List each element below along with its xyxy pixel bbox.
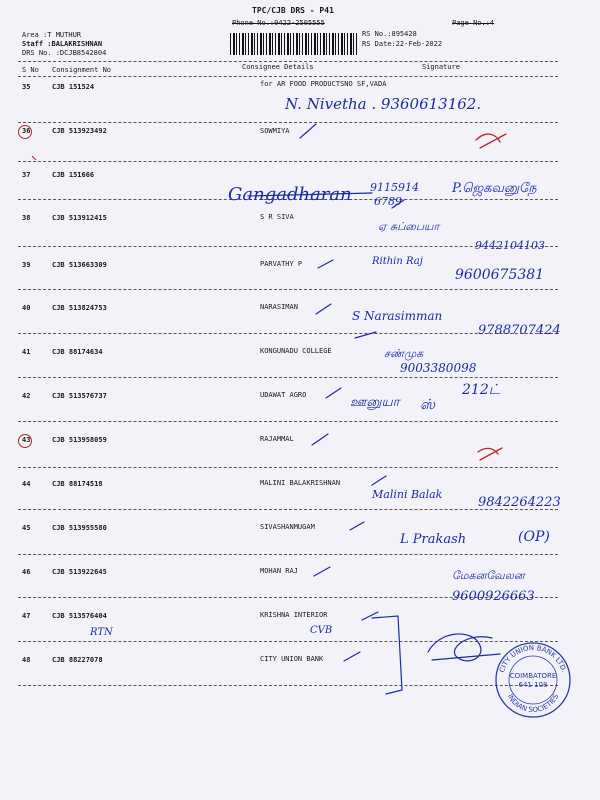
stamp-top-text: CITY UNION BANK LTD. xyxy=(498,643,568,674)
row-sno: 35 xyxy=(22,83,31,91)
handwritten-name-row-41: சண்முக xyxy=(384,347,424,360)
stamp-pin: 641 108 xyxy=(518,681,548,689)
row-sno: 44 xyxy=(22,480,31,488)
barcode xyxy=(230,33,357,55)
rs-date: RS Date:22-Feb-2022 xyxy=(362,40,443,48)
handwritten-phone-row-37: 9115914 xyxy=(370,181,419,194)
row-sno: 45 xyxy=(22,524,31,532)
row-consignment: CJB 513912415 xyxy=(52,214,107,222)
row-consignee: CITY UNION BANK xyxy=(260,655,324,663)
red-circle-mark xyxy=(18,125,32,139)
handwritten-name-row-46: மேகனவேலன xyxy=(452,569,525,582)
divider xyxy=(18,76,558,77)
row-consignment: CJB 513824753 xyxy=(52,304,107,312)
row-sno: 48 xyxy=(22,656,31,664)
row-consignment: CJB 513576737 xyxy=(52,392,107,400)
column-header-consignment: Consignment No xyxy=(52,66,112,74)
divider xyxy=(18,333,558,334)
handwritten-signature-row-35: N. Nivetha . 9360613162. xyxy=(285,95,482,113)
column-header-consignee: Consignee Details xyxy=(242,63,314,71)
handwritten-name-row-40: S Narasimman xyxy=(352,309,443,323)
row-sno: 43 xyxy=(22,436,31,444)
phone-number: Phone No.:0422-2505555 xyxy=(232,19,325,27)
row-consignee: RAJAMMAL xyxy=(260,435,294,443)
divider xyxy=(18,685,558,686)
tick-mark xyxy=(318,260,333,268)
row-sno: 40 xyxy=(22,304,31,312)
red-tick-mark xyxy=(32,156,36,160)
handwritten-phone-row-38: 9442104103 xyxy=(475,239,545,252)
drs-number: DRS No. :DCJB8542804 xyxy=(22,49,107,57)
row-consignment: CJB 513663309 xyxy=(52,261,107,269)
area-label: Area :T MUTHUR xyxy=(22,31,82,39)
row-consignee: for AR FOOD PRODUCTSNO SF,VADA xyxy=(260,80,387,88)
handwritten-signature-row-42: 212ட் xyxy=(462,382,500,398)
row-sno: 41 xyxy=(22,348,31,356)
divider xyxy=(18,289,558,290)
divider xyxy=(18,122,558,123)
row-consignment: CJB 513958059 xyxy=(52,436,107,444)
row-sno: 36 xyxy=(22,127,31,135)
handwritten-name-row-38: ஏ சுப்பையா xyxy=(378,220,440,233)
row-consignment: CJB 151524 xyxy=(52,83,95,91)
tick-mark xyxy=(344,652,360,661)
row-consignee: MOHAN RAJ xyxy=(260,567,298,575)
red-circle-mark xyxy=(18,434,32,448)
row-consignee: KRISHNA INTERIOR xyxy=(260,611,328,619)
divider xyxy=(18,161,558,162)
handwritten-signature-row-42: ஊனுயா xyxy=(350,395,400,410)
tick-mark xyxy=(326,388,341,398)
row-consignment: CJB 88174518 xyxy=(52,480,103,488)
handwritten-name-row-39: Rithin Raj xyxy=(372,256,423,267)
handwritten-phone-row-37: 6789 xyxy=(374,195,402,208)
divider xyxy=(18,61,558,62)
row-sno: 38 xyxy=(22,214,31,222)
divider xyxy=(18,509,558,510)
stamp-city: COIMBATORE xyxy=(509,672,557,680)
divider xyxy=(18,421,558,422)
rs-number: RS No.:895428 xyxy=(362,30,417,38)
handwritten-signature-row-42: ஸ் xyxy=(420,397,436,413)
tick-mark xyxy=(314,567,330,576)
divider xyxy=(18,641,558,642)
handwritten-mark-row-47: RTN xyxy=(90,627,113,638)
handwritten-name-row-44: Malini Balak xyxy=(372,488,443,501)
handwritten-phone-row-39: 9600675381 xyxy=(455,267,545,283)
bracket-stroke xyxy=(372,616,402,694)
scribble-signature xyxy=(428,634,492,661)
row-sno: 37 xyxy=(22,171,31,179)
row-consignment: CJB 151666 xyxy=(52,171,95,179)
row-consignment: CJB 88227078 xyxy=(52,656,103,664)
row-consignee: UDAWAT AGRO xyxy=(260,391,307,399)
handwritten-phone-row-40: 9788707424 xyxy=(478,323,561,338)
page-number: Page No.:4 xyxy=(452,19,495,27)
handwritten-tag-row-45: (OP) xyxy=(518,529,550,545)
stamp-bottom-text: INDIAN SOCIETIES xyxy=(505,692,561,715)
handwritten-phone-row-41: 9003380098 xyxy=(400,361,477,375)
divider xyxy=(18,377,558,378)
svg-text:CITY UNION BANK LTD. xyxy=(498,644,568,674)
sheet-title: TPC/CJB DRS - P41 xyxy=(252,6,334,15)
handwritten-phone-row-44: 9842264223 xyxy=(478,495,561,510)
row-consignment: CJB 513955580 xyxy=(52,524,107,532)
row-consignee: SOWMIYA xyxy=(260,127,290,135)
tick-mark xyxy=(312,434,328,445)
bank-stamp xyxy=(493,640,573,720)
tick-mark xyxy=(350,522,364,530)
column-header-sno: S No xyxy=(22,66,39,74)
handwritten-phone-row-46: 9600926663 xyxy=(452,589,535,604)
tick-mark xyxy=(300,124,316,138)
divider xyxy=(18,554,558,555)
column-header-signature: Signature xyxy=(422,63,460,71)
handwritten-name-row-45: L Prakash xyxy=(400,532,467,547)
scribble-signature xyxy=(432,654,500,660)
row-consignment: CJB 513576404 xyxy=(52,612,107,620)
staff-label: Staff :BALAKRISHNAN xyxy=(22,40,103,48)
row-consignee: KONGUNADU COLLEGE xyxy=(260,347,332,355)
row-sno: 39 xyxy=(22,261,31,269)
row-consignee: SIVASHANMUGAM xyxy=(260,523,315,531)
tick-mark xyxy=(362,612,378,620)
red-signature-mark xyxy=(476,134,506,148)
handwritten-name-row-37: Gangadharan xyxy=(228,184,352,205)
row-sno: 42 xyxy=(22,392,31,400)
row-consignee: PARVATHY P xyxy=(260,260,303,268)
tick-mark xyxy=(316,304,331,314)
row-sno: 46 xyxy=(22,568,31,576)
divider xyxy=(18,467,558,468)
row-consignment: CJB 513923492 xyxy=(52,127,107,135)
row-consignment: CJB 513922645 xyxy=(52,568,107,576)
row-sno: 47 xyxy=(22,612,31,620)
row-consignee: MALINI BALAKRISHNAN xyxy=(260,479,341,487)
row-consignee: NARASIMAN xyxy=(260,303,298,311)
handwritten-signature-row-37: P.ஜெகவனுநே xyxy=(452,181,537,196)
red-signature-mark xyxy=(478,448,502,460)
handwritten-mark-row-47: CVB xyxy=(310,625,333,636)
tick-mark xyxy=(372,476,386,485)
row-consignee: S R SIVA xyxy=(260,213,294,221)
row-consignment: CJB 88174634 xyxy=(52,348,103,356)
